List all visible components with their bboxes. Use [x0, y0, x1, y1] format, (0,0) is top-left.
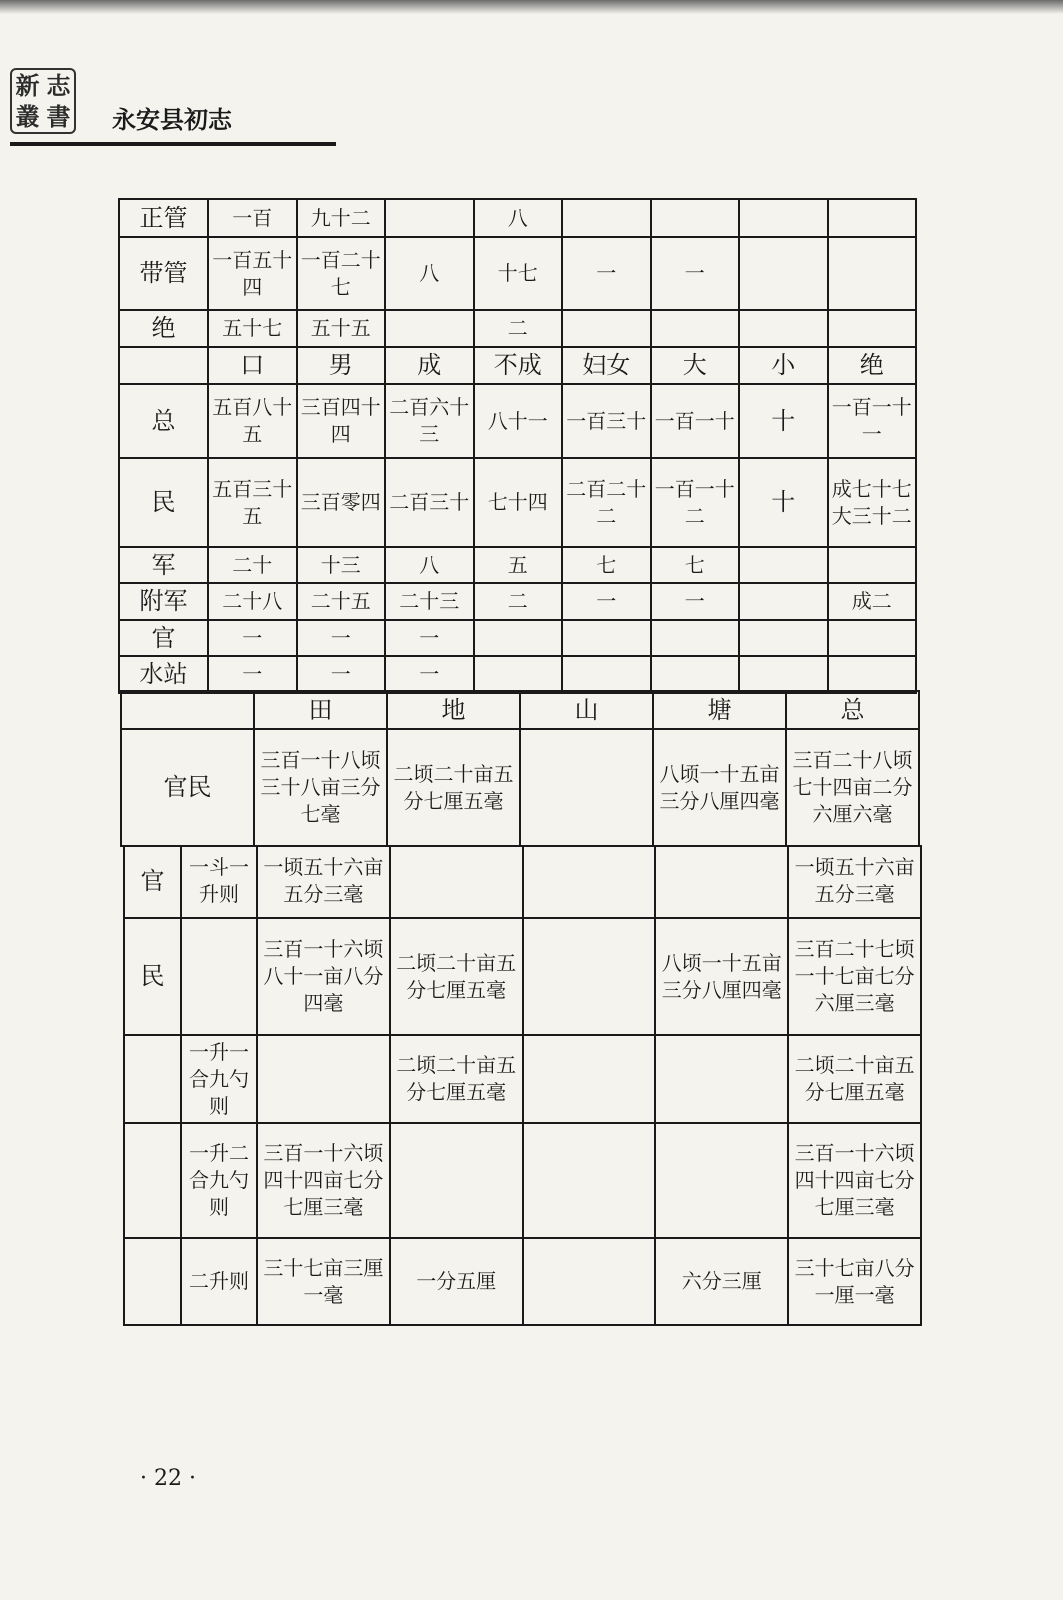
table-cell — [739, 656, 828, 693]
table-cell — [474, 620, 563, 656]
row-group-label — [124, 1123, 181, 1238]
column-header — [119, 347, 208, 384]
table-cell — [520, 729, 653, 846]
table-cell: 一 — [385, 620, 474, 656]
row-group-label — [124, 1035, 181, 1123]
table-cell — [739, 199, 828, 237]
row-label: 官 — [119, 620, 208, 656]
table-row — [119, 620, 916, 656]
table-cell: 八十一 — [474, 384, 563, 458]
table-cell: 一百一十一 — [828, 384, 917, 458]
table-cell — [828, 199, 917, 237]
table-cell: 三百一十六顷四十四亩七分七厘三毫 — [257, 1123, 390, 1238]
table-cell: 五十五 — [297, 310, 386, 347]
table-cell: 十 — [739, 458, 828, 547]
table-cell: 六分三厘 — [655, 1238, 788, 1325]
table-cell — [523, 1035, 656, 1123]
column-header: 妇女 — [562, 347, 651, 384]
row-sub-label: 一升二合九勺则 — [181, 1123, 257, 1238]
land-detail-table — [123, 845, 922, 1326]
column-header: 成 — [385, 347, 474, 384]
row-sub-label: 二升则 — [181, 1238, 257, 1325]
table-cell: 一 — [208, 656, 297, 693]
table-cell: 五 — [474, 547, 563, 583]
table-cell — [562, 620, 651, 656]
table-cell: 九十二 — [297, 199, 386, 237]
column-header: 田 — [254, 691, 387, 729]
table-cell: 十三 — [297, 547, 386, 583]
table-cell — [562, 199, 651, 237]
column-header: 不成 — [474, 347, 563, 384]
table-cell — [655, 1035, 788, 1123]
table-cell — [651, 310, 740, 347]
table-cell: 二百六十三 — [385, 384, 474, 458]
table-cell: 三十七亩八分一厘一毫 — [788, 1238, 921, 1325]
series-seal-logo — [10, 68, 76, 134]
seal-char: 志 — [46, 71, 71, 100]
table-cell: 七 — [562, 547, 651, 583]
table-cell: 一 — [297, 620, 386, 656]
table-cell: 二顷二十亩五分七厘五毫 — [390, 1035, 523, 1123]
table-row — [119, 310, 916, 347]
table-cell — [739, 620, 828, 656]
column-header: 小 — [739, 347, 828, 384]
table-cell — [562, 656, 651, 693]
table-row — [119, 583, 916, 620]
table-cell — [390, 1123, 523, 1238]
table-cell — [523, 1123, 656, 1238]
header-rule — [10, 142, 336, 146]
table-cell — [385, 310, 474, 347]
table-cell — [655, 845, 788, 918]
table-cell: 七十四 — [474, 458, 563, 547]
table-header-row — [119, 347, 916, 384]
column-header: 口 — [208, 347, 297, 384]
table-cell: 二十五 — [297, 583, 386, 620]
table-cell: 一 — [562, 237, 651, 310]
table-cell — [523, 1238, 656, 1325]
table-cell — [655, 1123, 788, 1238]
table-row — [119, 237, 916, 310]
table-header-row — [121, 691, 919, 729]
table-cell: 五十七 — [208, 310, 297, 347]
table-cell: 二百二十二 — [562, 458, 651, 547]
row-label: 水站 — [119, 656, 208, 693]
table-cell: 一 — [385, 656, 474, 693]
table-cell — [651, 199, 740, 237]
table-row — [121, 729, 919, 846]
table-cell: 一百一十 — [651, 384, 740, 458]
table-cell: 一顷五十六亩五分三毫 — [788, 845, 921, 918]
table-cell: 五百三十五 — [208, 458, 297, 547]
table-cell: 三百一十六顷四十四亩七分七厘三毫 — [788, 1123, 921, 1238]
row-label: 绝 — [119, 310, 208, 347]
page-top-edge — [0, 0, 1063, 14]
table-row — [119, 458, 916, 547]
table-cell: 七 — [651, 547, 740, 583]
table-cell: 三百四十四 — [297, 384, 386, 458]
table-row — [124, 918, 921, 1035]
table-cell: 一 — [208, 620, 297, 656]
seal-char: 新 — [15, 71, 40, 100]
row-sub-label: 一升一合九勺则 — [181, 1035, 257, 1123]
table-cell: 成七十七大三十二 — [828, 458, 917, 547]
column-header: 塘 — [653, 691, 786, 729]
table-cell: 二 — [474, 310, 563, 347]
table-cell — [651, 620, 740, 656]
table-cell: 十七 — [474, 237, 563, 310]
table-cell: 二百三十 — [385, 458, 474, 547]
table-cell: 一顷五十六亩五分三毫 — [257, 845, 390, 918]
table-cell — [739, 583, 828, 620]
row-sub-label: 一斗一升则 — [181, 845, 257, 918]
table-cell — [385, 199, 474, 237]
land-summary-table — [120, 690, 920, 847]
table-cell: 二顷二十亩五分七厘五毫 — [387, 729, 520, 846]
population-table — [118, 198, 917, 694]
table-cell: 十 — [739, 384, 828, 458]
table-cell — [739, 310, 828, 347]
row-group-label: 民 — [124, 918, 181, 1035]
table-cell: 一百三十 — [562, 384, 651, 458]
table-cell: 八 — [474, 199, 563, 237]
table-cell: 一 — [651, 583, 740, 620]
table-cell: 一百五十四 — [208, 237, 297, 310]
column-header — [121, 691, 254, 729]
row-label: 军 — [119, 547, 208, 583]
table-cell: 八 — [385, 547, 474, 583]
table-row — [124, 1123, 921, 1238]
table-cell — [828, 547, 917, 583]
table-row — [119, 384, 916, 458]
table-cell — [257, 1035, 390, 1123]
table-cell: 二顷二十亩五分七厘五毫 — [390, 918, 523, 1035]
table-cell — [474, 656, 563, 693]
table-cell: 三百二十八顷七十四亩二分六厘六毫 — [786, 729, 919, 846]
table-cell — [828, 310, 917, 347]
table-cell: 一分五厘 — [390, 1238, 523, 1325]
table-cell — [562, 310, 651, 347]
row-group-label: 官 — [124, 845, 181, 918]
table-cell — [523, 845, 656, 918]
table-cell: 三百一十八顷三十八亩三分七毫 — [254, 729, 387, 846]
table-cell: 一百 — [208, 199, 297, 237]
row-label: 官民 — [121, 729, 254, 846]
table-cell: 三十七亩三厘一毫 — [257, 1238, 390, 1325]
table-cell: 一 — [297, 656, 386, 693]
table-cell: 五百八十五 — [208, 384, 297, 458]
table-cell — [523, 918, 656, 1035]
page-number: · 22 · — [140, 1466, 196, 1491]
column-header: 总 — [786, 691, 919, 729]
table-row — [124, 1035, 921, 1123]
table-cell: 二 — [474, 583, 563, 620]
table-cell: 二顷二十亩五分七厘五毫 — [788, 1035, 921, 1123]
table-row — [119, 547, 916, 583]
row-group-label — [124, 1238, 181, 1325]
table-cell: 二十 — [208, 547, 297, 583]
row-label: 民 — [119, 458, 208, 547]
table-row — [119, 199, 916, 237]
table-row — [124, 845, 921, 918]
row-label: 总 — [119, 384, 208, 458]
column-header: 大 — [651, 347, 740, 384]
table-cell — [651, 656, 740, 693]
column-header: 男 — [297, 347, 386, 384]
table-cell: 二十八 — [208, 583, 297, 620]
table-cell: 八 — [385, 237, 474, 310]
row-label: 附军 — [119, 583, 208, 620]
table-cell: 八顷一十五亩三分八厘四毫 — [655, 918, 788, 1035]
book-title: 永安县初志 — [112, 106, 232, 134]
column-header: 地 — [387, 691, 520, 729]
table-cell: 三百零四 — [297, 458, 386, 547]
table-cell: 三百一十六顷八十一亩八分四毫 — [257, 918, 390, 1035]
seal-char: 叢 — [15, 102, 40, 131]
table-cell — [390, 845, 523, 918]
column-header: 绝 — [828, 347, 917, 384]
table-row — [119, 656, 916, 693]
row-label: 正管 — [119, 199, 208, 237]
table-cell: 一 — [562, 583, 651, 620]
table-cell — [828, 656, 917, 693]
table-cell: 三百二十七顷一十七亩七分六厘三毫 — [788, 918, 921, 1035]
row-label: 带管 — [119, 237, 208, 310]
column-header: 山 — [520, 691, 653, 729]
table-cell: 一百一十二 — [651, 458, 740, 547]
row-sub-label — [181, 918, 257, 1035]
table-cell — [828, 620, 917, 656]
table-cell: 一 — [651, 237, 740, 310]
table-cell: 成二 — [828, 583, 917, 620]
table-cell — [739, 547, 828, 583]
table-cell: 一百二十七 — [297, 237, 386, 310]
table-cell: 二十三 — [385, 583, 474, 620]
table-cell: 八顷一十五亩三分八厘四毫 — [653, 729, 786, 846]
table-cell — [828, 237, 917, 310]
seal-char: 書 — [46, 102, 71, 131]
table-row — [124, 1238, 921, 1325]
table-cell — [739, 237, 828, 310]
